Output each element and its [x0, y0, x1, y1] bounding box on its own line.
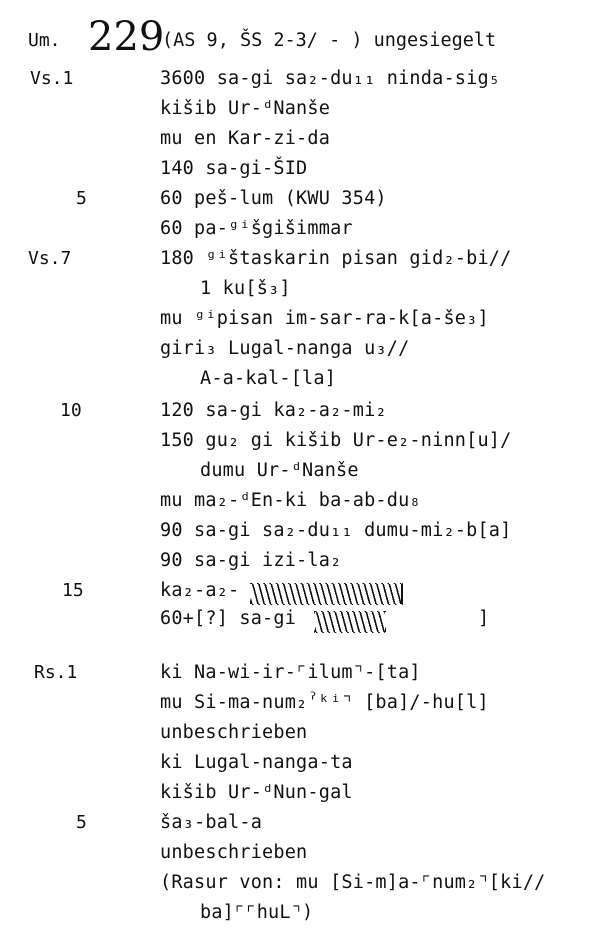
text-line: [0, 308, 594, 338]
text-line: [0, 158, 594, 188]
line-text: 120 sa-gi ka₂-a₂-mi₂: [160, 400, 387, 421]
text-line: [0, 782, 594, 812]
line-text: kišib Ur-ᵈNanše: [160, 98, 331, 119]
text-line: [0, 752, 594, 782]
header-info: (AS 9, ŠS 2-3/ - ) ungesiegelt: [162, 30, 497, 51]
line-text: unbeschrieben: [160, 842, 308, 863]
text-line: [0, 842, 594, 872]
line-text: 140 sa-gi-ŠID: [160, 158, 308, 179]
line-number: Vs.1: [30, 68, 74, 89]
text-line: [0, 218, 594, 248]
text-line: [0, 400, 594, 430]
line-number: 10: [60, 400, 82, 421]
text-line: [0, 490, 594, 520]
line-text: 180 ᵍⁱštaskarin pisan gid₂-bi//: [160, 248, 512, 269]
text-line: [0, 520, 594, 550]
line-text: 3600 sa-gi sa₂-du₁₁ ninda-sig₅: [160, 68, 501, 89]
text-line: [0, 188, 594, 218]
text-line: [0, 460, 594, 490]
line-text: dumu Ur-ᵈNanše: [200, 460, 359, 481]
line-text: ki Lugal-nanga-ta: [160, 752, 353, 773]
line-text: mu ᵍⁱpisan im-sar-ra-k[a-še₃]: [160, 308, 489, 329]
text-line: [0, 68, 594, 98]
line-text: ka₂-a₂-: [160, 580, 240, 601]
text-line: [0, 278, 594, 308]
line-text: mu en Kar-zi-da: [160, 128, 331, 149]
header-prefix: Um.: [28, 30, 61, 51]
line-number: Vs.7: [28, 248, 72, 269]
line-number: 5: [76, 812, 87, 833]
text-line: [0, 248, 594, 278]
text-line: [0, 338, 594, 368]
line-text: giri₃ Lugal-nanga u₃//: [160, 338, 410, 359]
line-text: 60+[?] sa-gi: [160, 608, 297, 629]
text-line: [0, 368, 594, 398]
line-number: Rs.1: [34, 662, 78, 683]
line-text: 150 gu₂ gi kišib Ur-e₂-ninn[u]/: [160, 430, 512, 451]
line-text: mu Si-ma-num₂ˀᵏⁱ⌝ [ba]/-hu[l]: [160, 692, 489, 713]
text-line: [0, 580, 594, 610]
line-text: ša₃-bal-a: [160, 812, 263, 833]
text-line: [0, 692, 594, 722]
damaged-area-hatching: [250, 583, 403, 605]
tablet-number: 229: [88, 14, 165, 60]
line-text: ba]⌜⌜huL⌝): [200, 902, 314, 923]
line-number: 5: [76, 188, 87, 209]
line-number: 15: [62, 580, 84, 601]
line-text: 90 sa-gi sa₂-du₁₁ dumu-mi₂-b[a]: [160, 520, 512, 541]
text-line: [0, 128, 594, 158]
text-line: [0, 722, 594, 752]
line-text: 90 sa-gi izi-la₂: [160, 550, 342, 571]
text-line: [0, 662, 594, 692]
closing-bracket: ]: [478, 608, 490, 629]
line-text: 60 peš-lum (KWU 354): [160, 188, 387, 209]
line-text: unbeschrieben: [160, 722, 308, 743]
text-line: [0, 872, 594, 902]
text-line: [0, 550, 594, 580]
line-text: (Rasur von: mu [Si-m]a-⌜num₂⌝[ki//: [160, 872, 546, 893]
line-text: kišib Ur-ᵈNun-gal: [160, 782, 353, 803]
damaged-area-hatching: [314, 611, 386, 633]
line-text: 1 ku[š₃]: [200, 278, 291, 299]
text-line: [0, 608, 594, 638]
line-text: A-a-kal-[la]: [200, 368, 337, 389]
text-line: [0, 812, 594, 842]
line-text: mu ma₂-ᵈEn-ki ba-ab-du₈: [160, 490, 421, 511]
text-line: [0, 98, 594, 128]
line-text: ki Na-wi-ir-⌜ilum⌝-[ta]: [160, 662, 421, 683]
text-line: [0, 430, 594, 460]
line-text: 60 pa-ᵍⁱšgišimmar: [160, 218, 353, 239]
text-line: [0, 902, 594, 932]
